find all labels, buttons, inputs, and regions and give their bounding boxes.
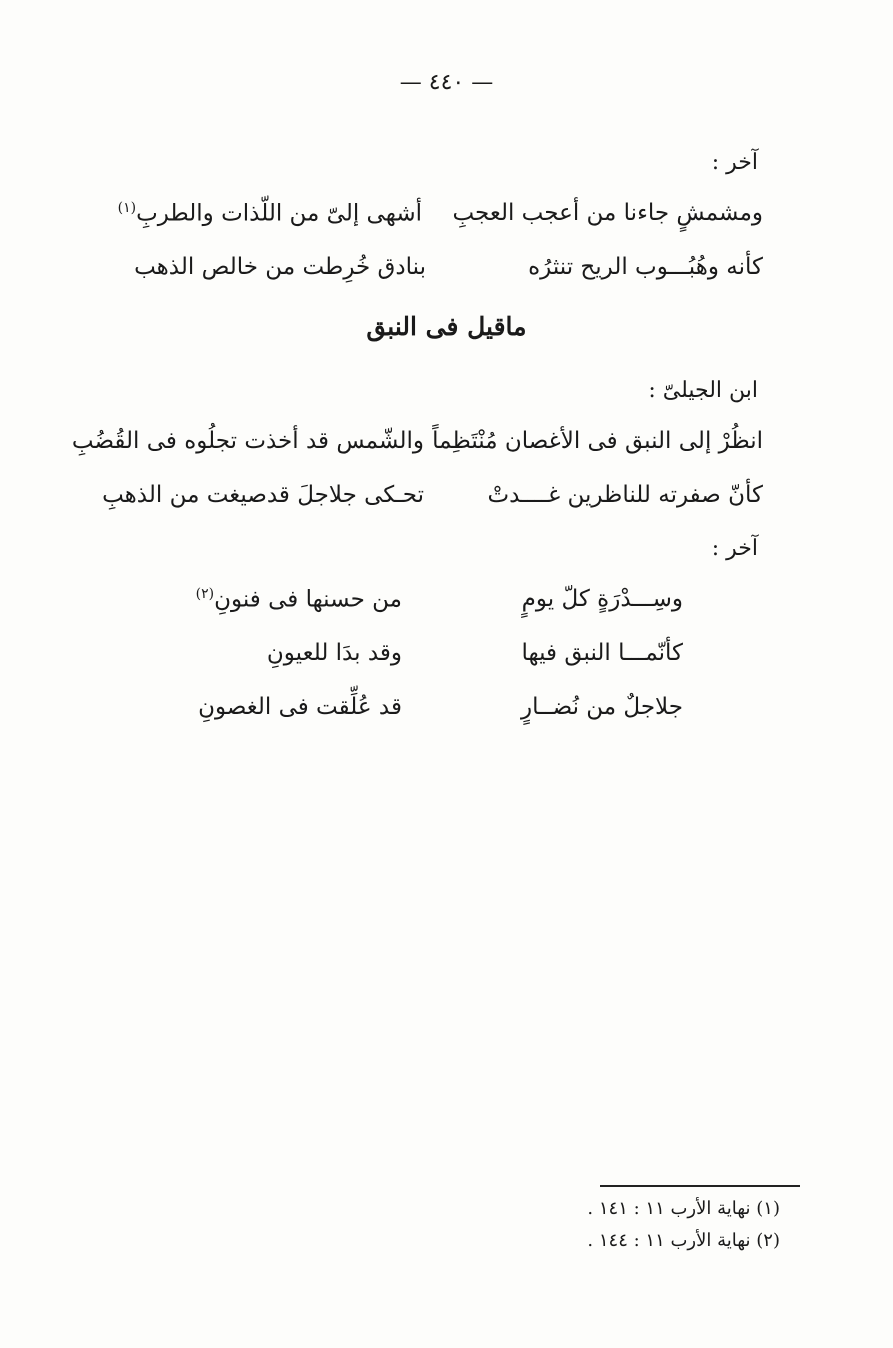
verse-text: أشهى إلىّ من اللّذات والطربِ (136, 200, 422, 227)
hemistich-left: تحـكى جلاجلَ قدصيغت من الذهبِ (102, 482, 424, 508)
poet-label: آخر : (711, 150, 758, 175)
poet-label: ابن الجيلىّ : (648, 378, 758, 403)
verse-text: من حسنها فى فنونِ (214, 586, 402, 613)
hemistich-left: بنادق خُرِطت من خالص الذهب (134, 254, 426, 280)
hemistich-right: وسِـــدْرَةٍ كلّ يومٍ (521, 586, 683, 612)
hemistich-left (196, 586, 402, 613)
hemistich-right: ومشمشٍ جاءنا من أعجب العجبِ (452, 200, 763, 226)
hemistich-right: كأنّمـــا النبق فيها (521, 640, 683, 666)
hemistich-right: انظُرْ إلى النبق فى الأغصان مُنْتَظِماً (432, 428, 763, 454)
footnote: (١) نهاية الأرب ١١ : ١٤١ . (587, 1198, 780, 1219)
hemistich-left: والشّمس قد أخذت تجلُوه فى القُضُبِ (71, 428, 424, 454)
hemistich-left (117, 200, 422, 227)
footnote-divider (600, 1185, 800, 1187)
hemistich-right: جلاجلٌ من نُضــارٍ (521, 694, 683, 720)
hemistich-left: قد عُلِّقت فى الغصونِ (198, 694, 402, 720)
hemistich-left: وقد بدَا للعيونِ (266, 640, 402, 666)
page-number: — ٤٤٠ — (399, 70, 494, 95)
footnote: (٢) نهاية الأرب ١١ : ١٤٤ . (587, 1230, 780, 1251)
hemistich-right: كأنه وهُبُـــوب الريح تنثرُه (528, 254, 763, 280)
hemistich-right: كأنّ صفرته للناظرين غــــدتْ (487, 482, 763, 508)
poet-label: آخر : (711, 536, 758, 561)
footnote-marker: (١) (117, 200, 137, 216)
section-heading: ماقيل فى النبق (366, 312, 527, 341)
footnote-marker: (٢) (195, 586, 215, 602)
